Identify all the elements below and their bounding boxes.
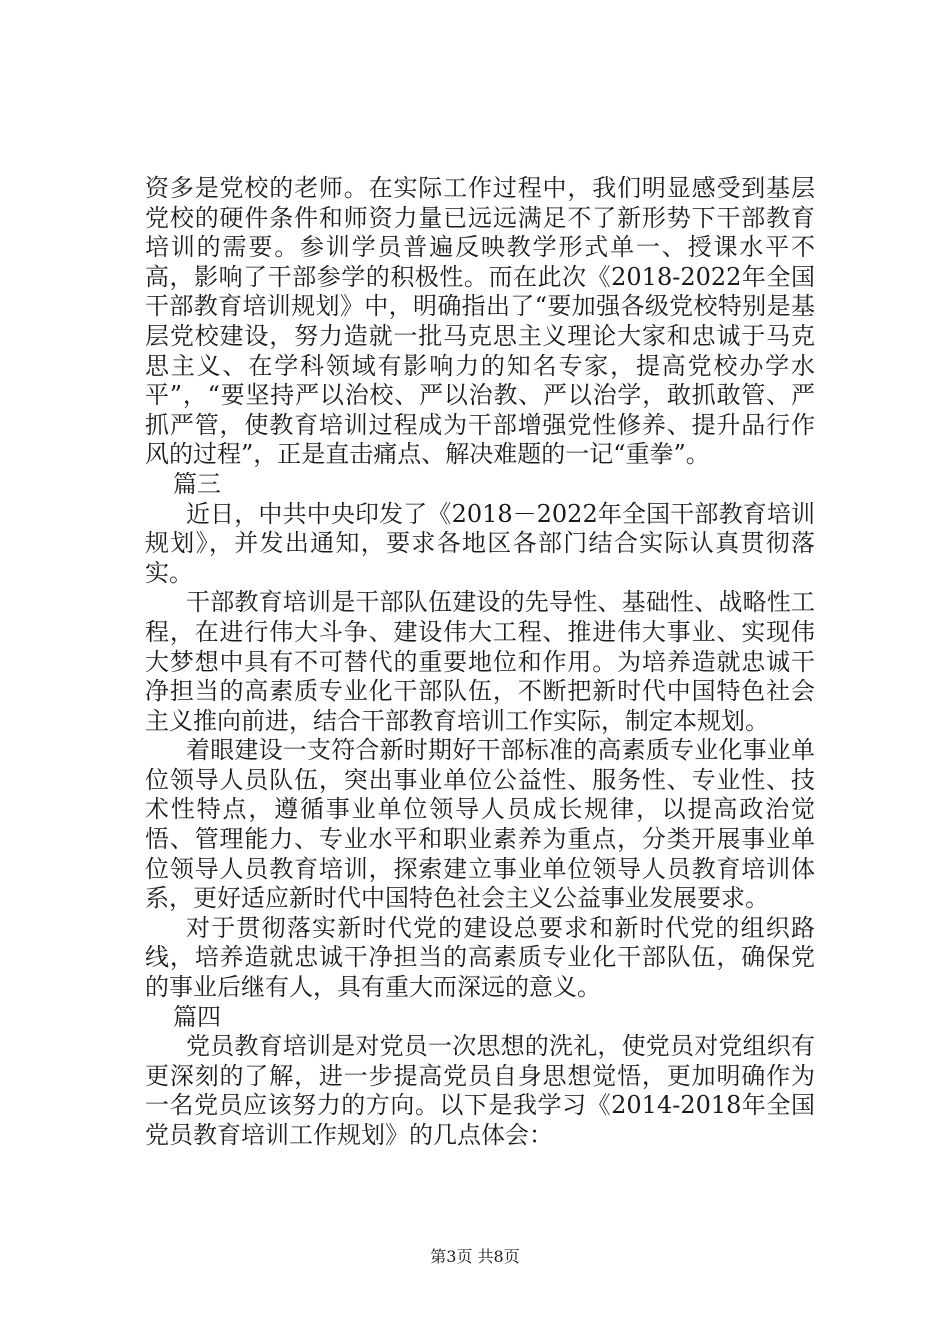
paragraph: 近日，中共中央印发了《2018－2022年全国干部教育培训规划》，并发出通知，要求各地区各部门结合实际认真贯彻落实。 <box>145 499 815 587</box>
paragraph: 着眼建设一支符合新时期好干部标准的高素质专业化事业单位领导人员队伍，突出事业单位公益性、服务性、专业性、技术性特点，遵循事业单位领导人员成长规律，以提高政治觉悟、管理能力、专业水平和职业素养为重点，分类开展事业单位领导人员教育培训，探索建立事业单位领导人员教育培训体系，更好适应新时代中国特色社会主义公益事业发展要求。 <box>145 736 815 913</box>
paragraph-continuation: 资多是党校的老师。在实际工作过程中，我们明显感受到基层党校的硬件条件和师资力量已远远满足不了新形势下干部教育培训的需要。参训学员普遍反映教学形式单一、授课水平不高，影响了干部参学的积极性。而在此次《2018-2022年全国干部教育培训规划》中，明确指出了“要加强各级党校特别是基层党校建设，努力造就一批马克思主义理论大家和忠诚于马克思主义、在学科领域有影响力的知名专家，提高党校办学水平”，“要坚持严以治校、严以治教、严以治学，敢抓敢管、严抓严管，使教育培训过程成为干部增强党性修养、提升品行作风的过程”，正是直击痛点、解决难题的一记“重拳”。 <box>145 174 815 469</box>
page-number-label: 第3页 共8页 <box>430 1247 520 1266</box>
paragraph: 对于贯彻落实新时代党的建设总要求和新时代党的组织路线，培养造就忠诚干净担当的高素质专业化干部队伍，确保党的事业后继有人，具有重大而深远的意义。 <box>145 913 815 1002</box>
section-heading-pian-si: 篇四 <box>173 1002 221 1031</box>
page-footer <box>0 1244 950 1267</box>
paragraph: 党员教育培训是对党员一次思想的洗礼，使党员对党组织有更深刻的了解，进一步提高党员自身思想觉悟，更加明确作为一名党员应该努力的方向。以下是我学习《2014-2018年全国党员教育培训工作规划》的几点体会： <box>145 1032 815 1149</box>
paragraph: 干部教育培训是干部队伍建设的先导性、基础性、战略性工程，在进行伟大斗争、建设伟大工程、推进伟大事业、实现伟大梦想中具有不可替代的重要地位和作用。为培养造就忠诚干净担当的高素质专业化干部队伍，不断把新时代中国特色社会主义推向前进，结合干部教育培训工作实际，制定本规划。 <box>145 588 815 735</box>
section-heading-pian-san: 篇三 <box>173 469 221 498</box>
document-body <box>145 174 815 1151</box>
